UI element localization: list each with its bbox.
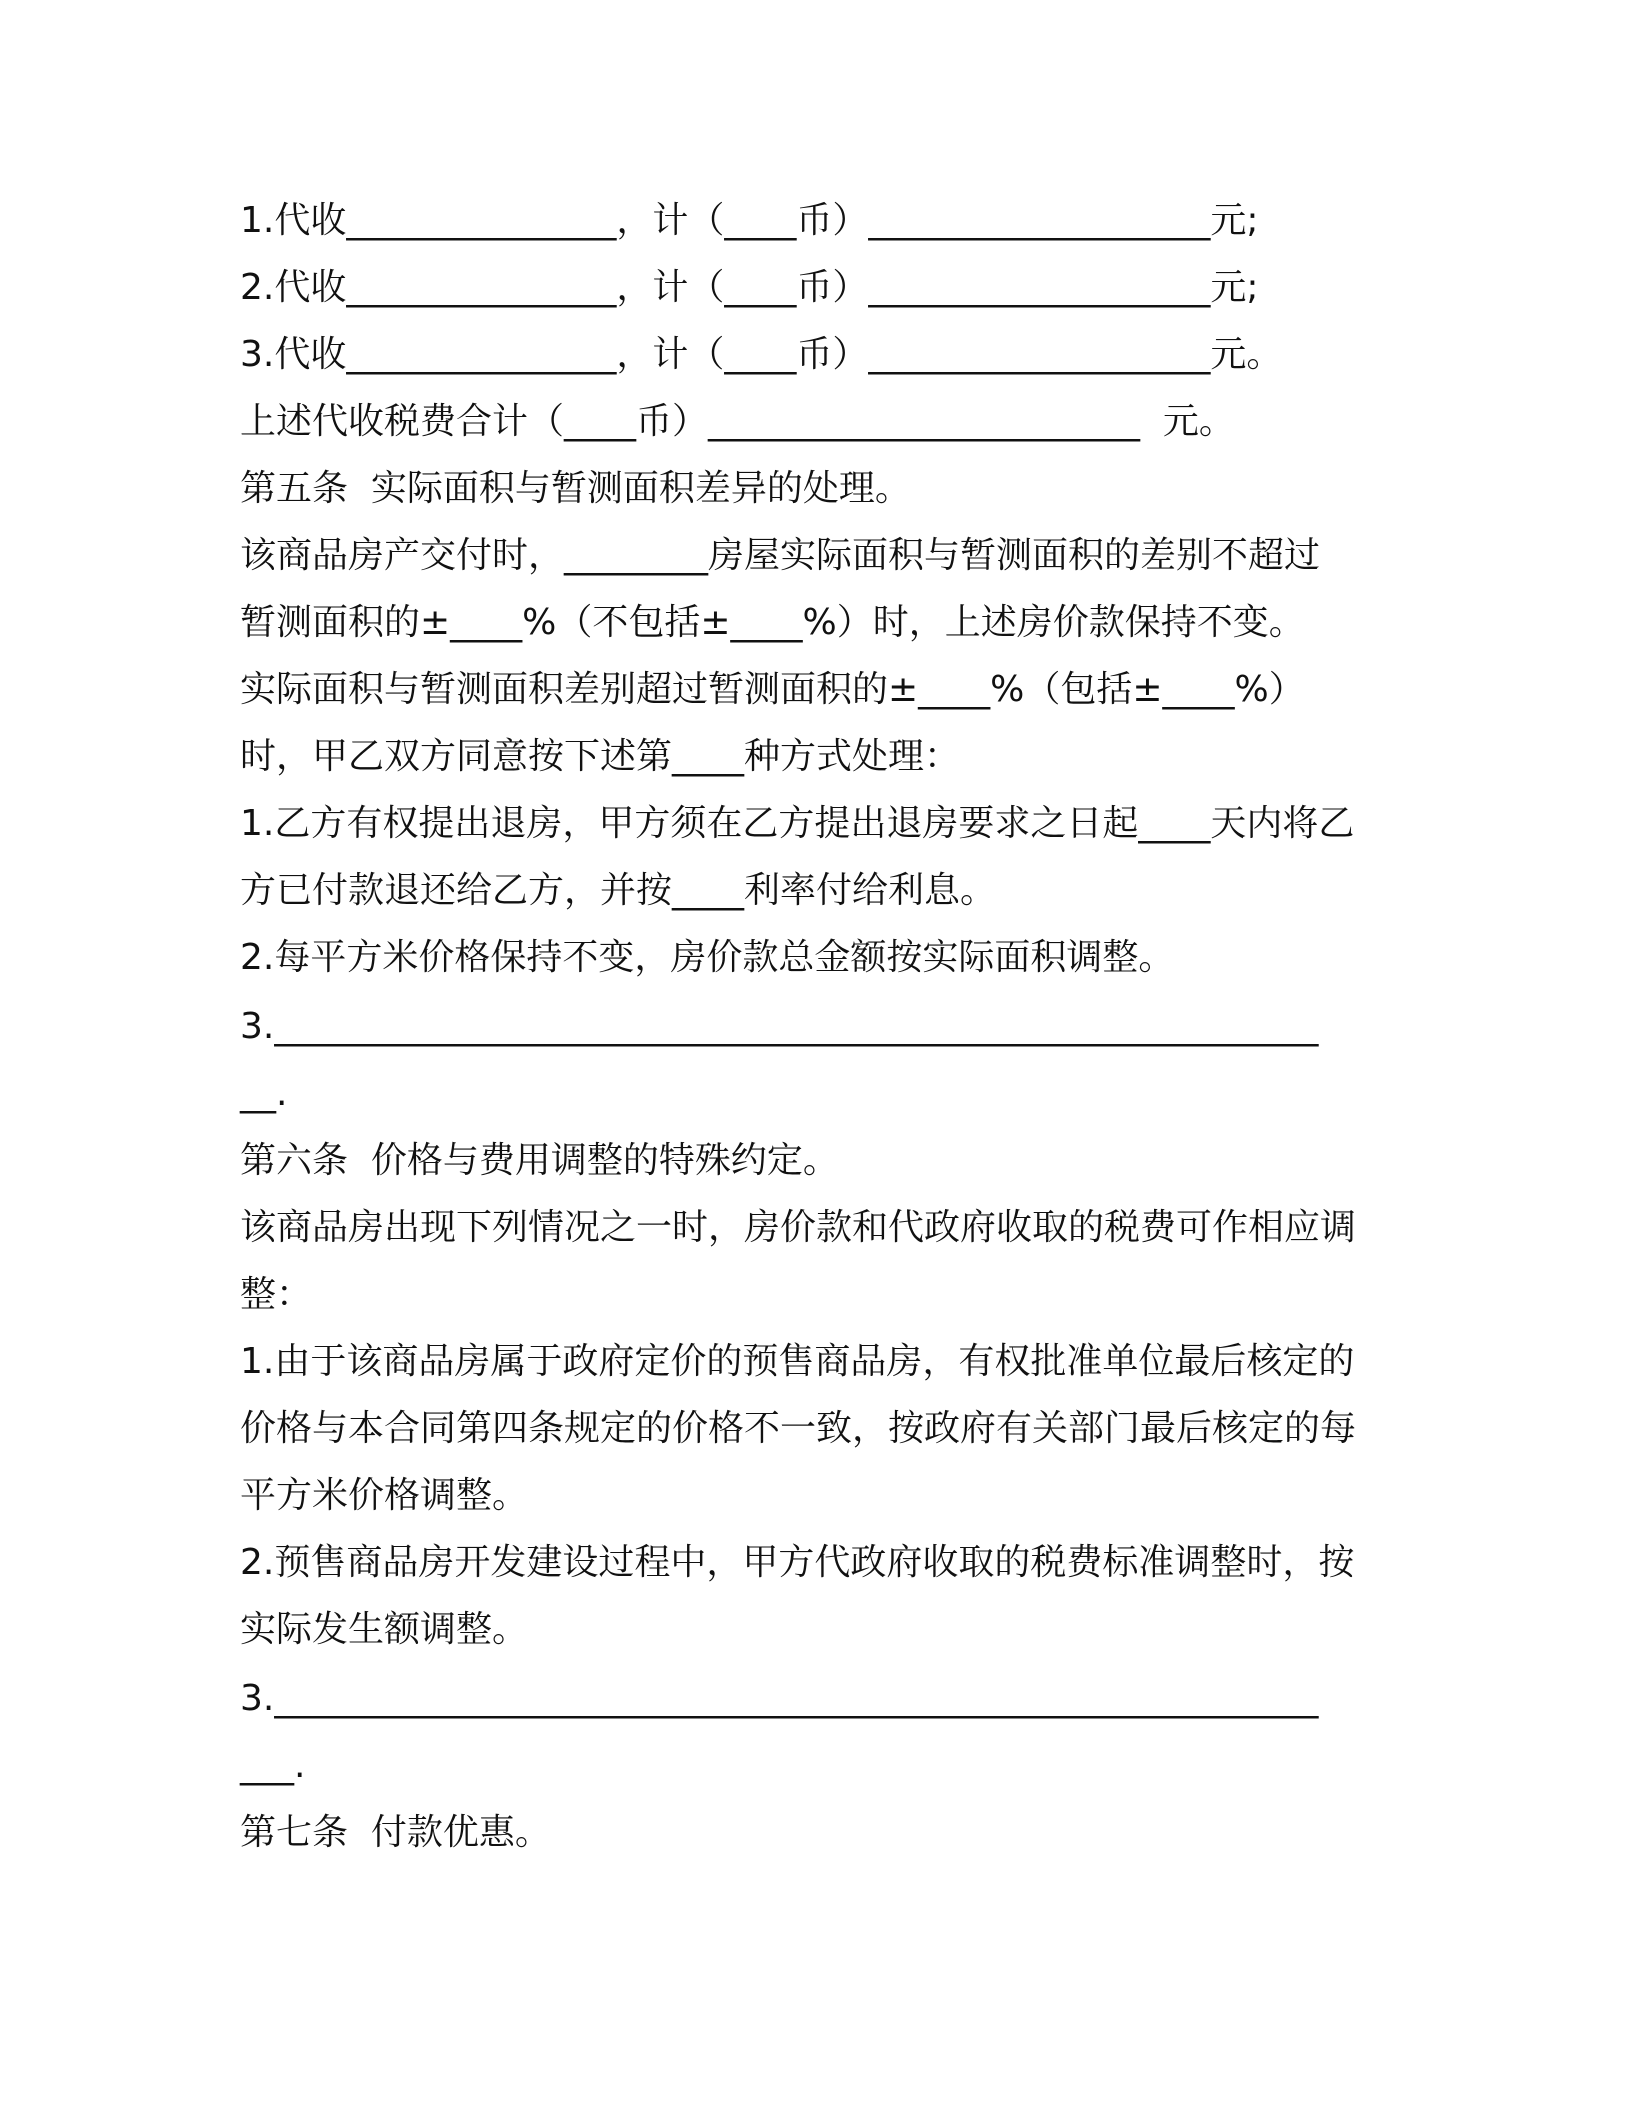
clause-4-fee-item-1: 1.代收_______________，计（____币）___________________元; (240, 200, 1259, 241)
clause-6-item-3: 3.__________________________________________________________ (240, 1678, 1319, 1719)
clause-5-option-2: 2.每平方米价格保持不变，房价款总金额按实际面积调整。 (240, 937, 1175, 978)
clause-4-fee-total: 上述代收税费合计（____币）________________________ 元。 (240, 401, 1235, 442)
clause-4-fee-item-3: 3.代收_______________，计（____币）___________________元。 (240, 334, 1283, 375)
clause-4-fee-item-2: 2.代收_______________，计（____币）___________________元; (240, 267, 1259, 308)
clause-5-option-3: 3.__________________________________________________________ (240, 1006, 1319, 1047)
clause-6-heading: 第六条 价格与费用调整的特殊约定。 (240, 1140, 839, 1181)
clause-5-option-1: 1.乙方有权提出退房，甲方须在乙方提出退房要求之日起____天内将乙 (240, 803, 1355, 844)
clause-5-paragraph-line: 暂测面积的±____%（不包括±____%）时，上述房价款保持不变。 (240, 602, 1305, 643)
clause-5-option-1-cont: 方已付款退还给乙方，并按____利率付给利息。 (240, 870, 997, 911)
clause-5-option-3-cont: __. (240, 1073, 288, 1114)
clause-6-paragraph-line: 整： (240, 1274, 313, 1315)
clause-6-item-3-cont: ___. (240, 1745, 306, 1786)
clause-5-paragraph-line: 时，甲乙双方同意按下述第____种方式处理： (240, 736, 961, 777)
clause-6-item-1-cont: 价格与本合同第四条规定的价格不一致，按政府有关部门最后核定的每 (240, 1408, 1357, 1449)
clause-5-heading: 第五条 实际面积与暂测面积差异的处理。 (240, 468, 911, 509)
clause-5-paragraph-line: 实际面积与暂测面积差别超过暂测面积的±____%（包括±____%） (240, 669, 1305, 710)
clause-6-paragraph-line: 该商品房出现下列情况之一时，房价款和代政府收取的税费可作相应调 (240, 1207, 1357, 1248)
clause-6-item-2-cont: 实际发生额调整。 (240, 1609, 529, 1650)
clause-5-paragraph-line: 该商品房产交付时，________房屋实际面积与暂测面积的差别不超过 (240, 535, 1321, 576)
clause-6-item-2: 2.预售商品房开发建设过程中，甲方代政府收取的税费标准调整时，按 (240, 1542, 1355, 1583)
clause-7-heading: 第七条 付款优惠。 (240, 1812, 551, 1853)
clause-6-item-1: 1.由于该商品房属于政府定价的预售商品房，有权批准单位最后核定的 (240, 1341, 1355, 1382)
clause-6-item-1-cont: 平方米价格调整。 (240, 1475, 529, 1516)
